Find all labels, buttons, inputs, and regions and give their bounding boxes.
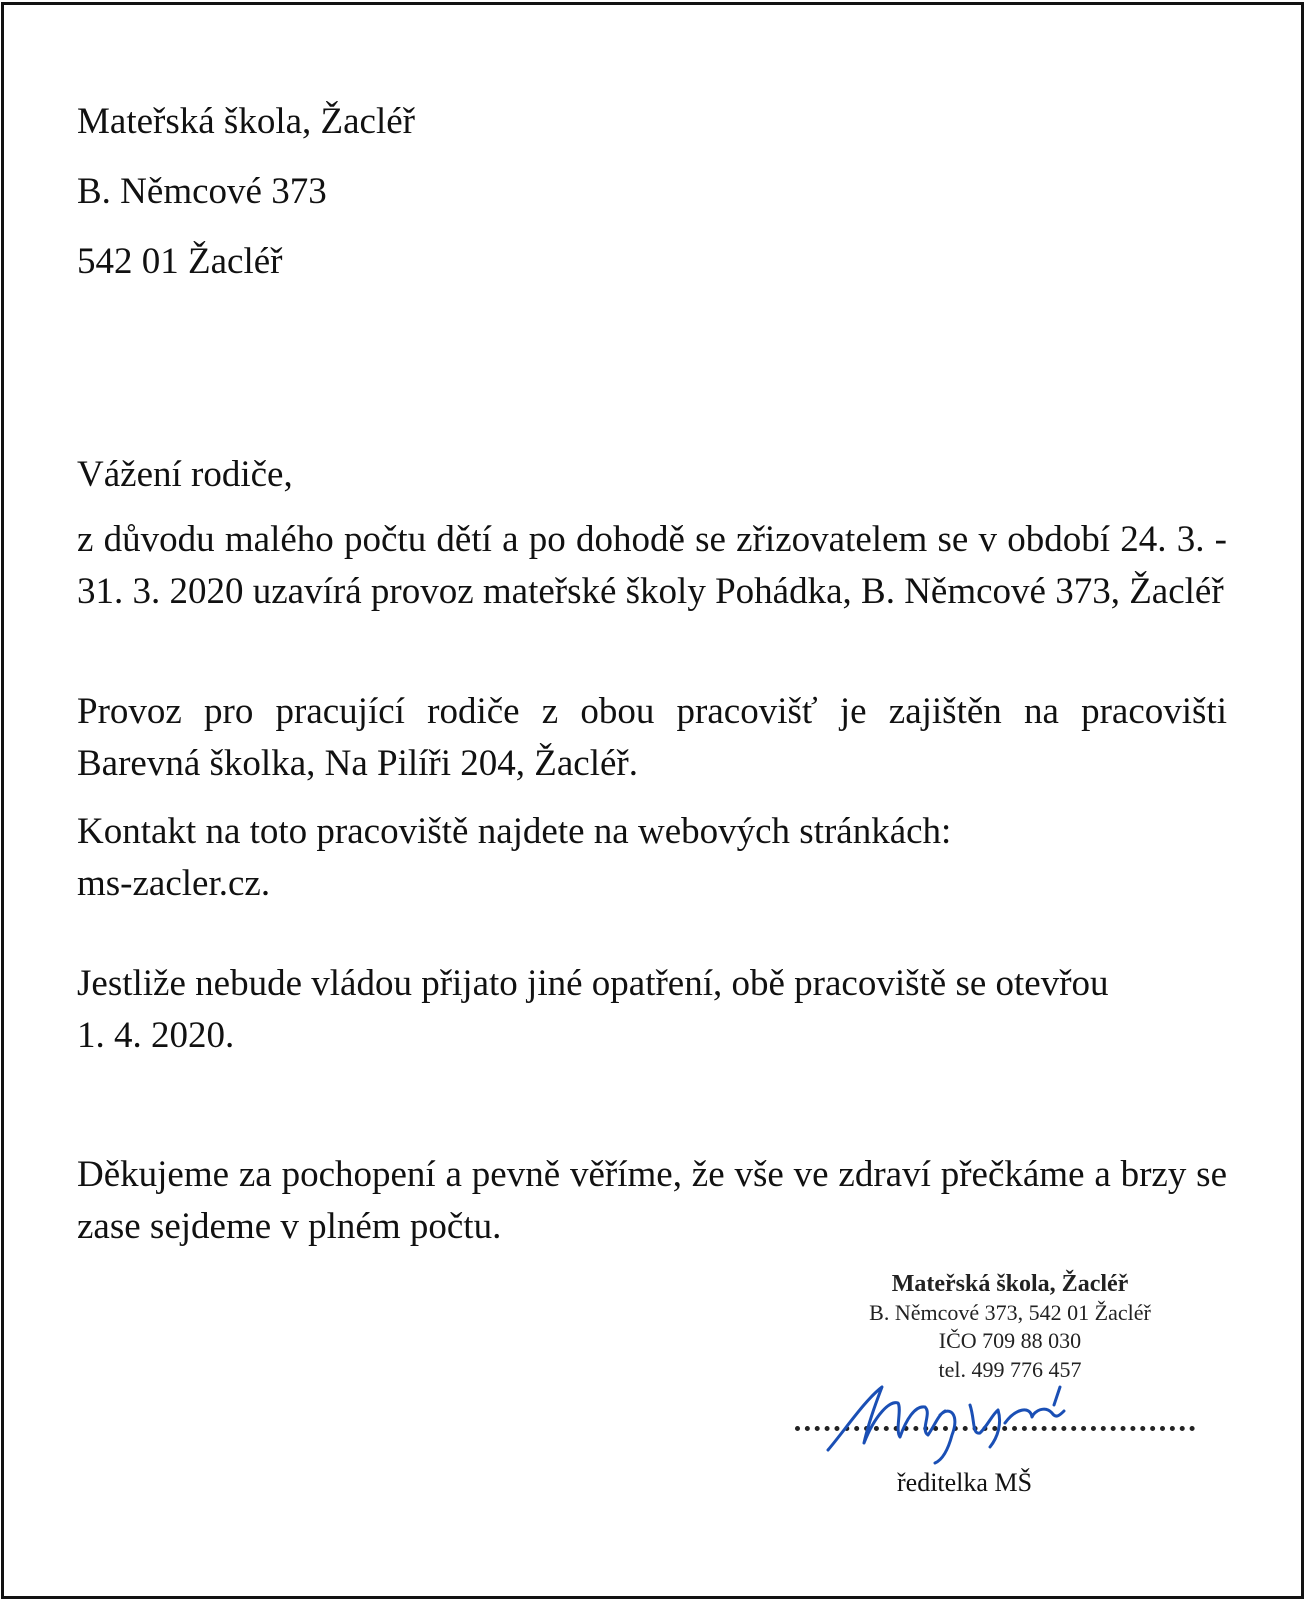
signature (820, 1375, 1070, 1465)
paragraph-contact (77, 806, 1227, 910)
paragraph-thanks: Děkujeme za pochopení a pevně věříme, že vše ve zdraví přečkáme a brzy se zase sejdeme v plném počtu. (77, 1154, 1227, 1247)
paragraph-operation: Provoz pro pracující rodiče z obou pracovišť je zajištěn na pracovišti Barevná školka, Na Pilíři 204, Žacléř. (77, 691, 1227, 784)
sender-city: 542 01 Žacléř (77, 241, 283, 282)
paragraph-closure: z důvodu malého počtu dětí a po dohodě se zřizovatelem se v období 24. 3. - 31. 3. 2020 uzavírá provoz mateřské školy Pohádka, B. Němcové 373, Žacléř (77, 519, 1227, 612)
sender-street: B. Němcové 373 (77, 171, 327, 212)
signatory-role: ředitelka MŠ (897, 1468, 1033, 1497)
reopening-line: Jestliže nebude vládou přijato jiné opatření, obě pracoviště se otevřou (77, 963, 1109, 1004)
greeting: Vážení rodiče, (77, 454, 293, 495)
paragraph-reopening (77, 958, 1227, 1062)
website: ms-zacler.cz. (77, 863, 271, 904)
stamp-tel: tel. 499 776 457 (938, 1357, 1082, 1382)
reopening-date: 1. 4. 2020. (77, 1015, 235, 1056)
stamp-address: B. Němcové 373, 542 01 Žacléř (869, 1300, 1151, 1325)
contact-line: Kontakt na toto pracoviště najdete na webových stránkách: (77, 811, 952, 852)
sender-name: Mateřská škola, Žacléř (77, 101, 415, 142)
stamp-ico: IČO 709 88 030 (938, 1328, 1082, 1353)
stamp-title: Mateřská škola, Žacléř (891, 1271, 1129, 1297)
